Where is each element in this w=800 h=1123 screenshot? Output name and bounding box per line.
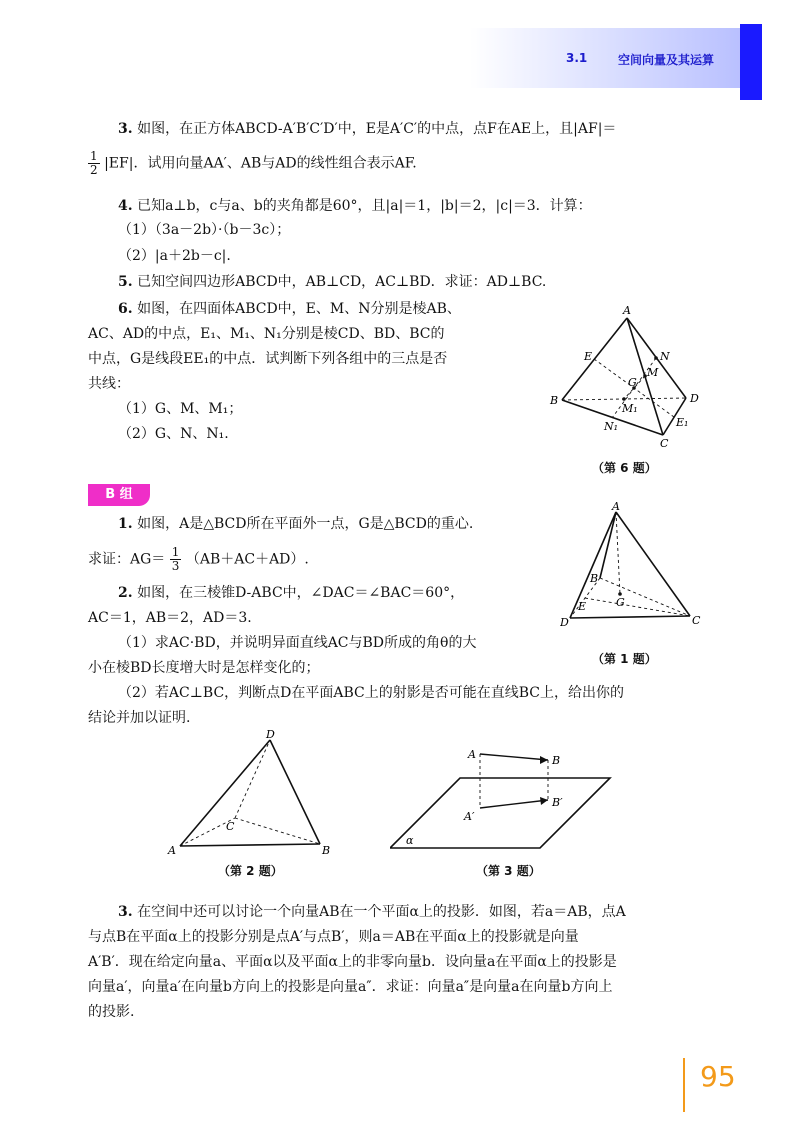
label-b: B <box>590 572 599 585</box>
group-b-badge: B 组 <box>88 484 150 506</box>
vector-a1b1 <box>480 800 548 808</box>
problem-a4-line1: 4. 已知a⊥b，c与a、b的夹角都是60°，且|a|＝1，|b|＝2，|c|＝3．计算： <box>118 198 592 214</box>
label-e1: E₁ <box>676 416 689 429</box>
label-a: A <box>168 844 176 856</box>
figure-b3-projection <box>390 740 620 855</box>
problem-b1-line1: 1. 如图，A是△BCD所在平面外一点，G是△BCD的重心. <box>118 516 474 532</box>
plane-alpha <box>390 778 610 848</box>
edge-ab <box>180 844 320 846</box>
label-c: C <box>660 437 669 450</box>
section-number: 3.1 <box>566 51 588 65</box>
edge-db <box>270 740 320 844</box>
arrowhead-ab <box>540 756 548 764</box>
problem-a4-sub2: （2）|a＋2b－c|. <box>118 248 231 264</box>
label-c: C <box>226 820 235 833</box>
problem-b2-sub1b: 小在棱BD长度增大时是怎样变化的； <box>88 660 320 676</box>
problem-a5: 5. 已知空间四边形ABCD中，AB⊥CD，AC⊥BD．求证：AD⊥BC. <box>118 274 547 290</box>
problem-a6-line3: 中点，G是线段EE₁的中点．试判断下列各组中的三点是否 <box>88 351 448 367</box>
problem-b3-line1: 3. 在空间中还可以讨论一个向量AB在一个平面α上的投影．如图，若a＝AB，点A <box>118 904 626 920</box>
label-a: A <box>468 748 476 761</box>
label-d: D <box>690 392 699 405</box>
label-a: A <box>623 304 631 317</box>
arrowhead-a1b1 <box>540 797 548 805</box>
problem-a3-line2: $\frac{1}{2}$ |EF|．试用向量AA′、AB与AD的线性组合表示AF. <box>90 149 417 177</box>
label-e: E <box>584 350 593 363</box>
problem-b2-line2: AC＝1，AB＝2，AD＝3. <box>88 610 252 626</box>
label-b-prime: B′ <box>552 796 563 809</box>
vector-ab <box>480 754 548 760</box>
label-m: M <box>647 366 659 379</box>
label-d: D <box>266 728 275 741</box>
problem-b3-line2: 与点B在平面α上的投影分别是点A′与点B′，则a＝AB在平面α上的投影就是向量 <box>88 929 579 945</box>
segment-ag <box>616 512 620 594</box>
label-n: N <box>660 350 670 363</box>
edge-cd <box>235 740 270 818</box>
problem-b2-sub1a: （1）求AC·BD，并说明异面直线AC与BD所成的角θ的大 <box>118 635 477 651</box>
problem-a6-line4: 共线： <box>88 376 130 392</box>
problem-b3-line5: 的投影. <box>88 1004 135 1020</box>
figure-6-caption: （第 6 题） <box>592 461 657 475</box>
label-a: A <box>612 500 620 513</box>
point-n <box>654 356 658 360</box>
label-m1: M₁ <box>622 402 638 415</box>
page-number: 95 <box>700 1060 736 1093</box>
problem-a4-sub1: （1）（3a－2b）·（b－3c）； <box>118 222 291 238</box>
figure-6-tetrahedron <box>540 300 720 460</box>
problem-a6-line1: 6. 如图，在四面体ABCD中，E、M、N分别是棱AB、 <box>118 301 461 317</box>
problem-b2-sub2a: （2）若AC⊥BC，判断点D在平面ABC上的射影是否可能在直线BC上，给出你的 <box>118 685 625 701</box>
page-number-divider <box>683 1058 685 1112</box>
fraction-half: $\frac{1}{2}$ <box>90 149 98 177</box>
problem-b2-line1: 2. 如图，在三棱锥D-ABC中，∠DAC＝∠BAC＝60°， <box>118 585 465 601</box>
edge-dc <box>570 616 690 618</box>
problem-a6-sub1: （1）G、M、M₁； <box>118 401 243 417</box>
figure-b2-caption: （第 2 题） <box>218 864 283 878</box>
problem-a6-sub2: （2）G、N、N₁. <box>118 426 229 442</box>
label-e: E <box>578 600 587 613</box>
figure-b1-caption: （第 1 题） <box>592 652 657 666</box>
label-b: B <box>552 754 561 767</box>
problem-b3-line3: A′B′．现在给定向量a、平面α以及平面α上的非零向量b．设向量a在平面α上的投影是 <box>88 954 617 970</box>
label-alpha: α <box>406 834 414 847</box>
label-g: G <box>616 596 625 609</box>
edge-ac <box>616 512 690 616</box>
label-a-prime: A′ <box>464 810 475 823</box>
label-c: C <box>692 614 701 627</box>
problem-a3-line1: 3. 如图，在正方体ABCD-A′B′C′D′中，E是A′C′的中点，点F在AE上，且|AF|＝ <box>118 121 617 137</box>
figure-b3-caption: （第 3 题） <box>476 864 541 878</box>
problem-a6-line2: AC、AD的中点，E₁、M₁、N₁分别是棱CD、BD、BC的 <box>88 326 445 342</box>
figure-b2-pyramid <box>160 726 340 856</box>
problem-b1-line2: 求证：AG＝ $\frac{1}{3}$ （AB＋AC＋AD）. <box>88 545 309 573</box>
label-n1: N₁ <box>604 420 619 433</box>
header-band <box>740 24 762 100</box>
edge-cb <box>235 818 320 844</box>
median-ec <box>585 598 690 616</box>
label-b: B <box>550 394 559 407</box>
point-m1 <box>622 397 626 401</box>
edge-da <box>180 740 270 846</box>
fraction-third: $\frac{1}{3}$ <box>171 545 180 573</box>
label-b: B <box>322 844 331 856</box>
label-g: G <box>628 376 637 389</box>
problem-b2-sub2b: 结论并加以证明. <box>88 710 191 726</box>
label-d: D <box>560 616 569 629</box>
section-title: 空间向量及其运算 <box>618 53 715 67</box>
figure-b1-tetrahedron <box>560 498 710 633</box>
problem-b3-line4: 向量a′，向量a′在向量b方向上的投影是向量a″．求证：向量a″是向量a在向量b方向上 <box>88 979 613 995</box>
